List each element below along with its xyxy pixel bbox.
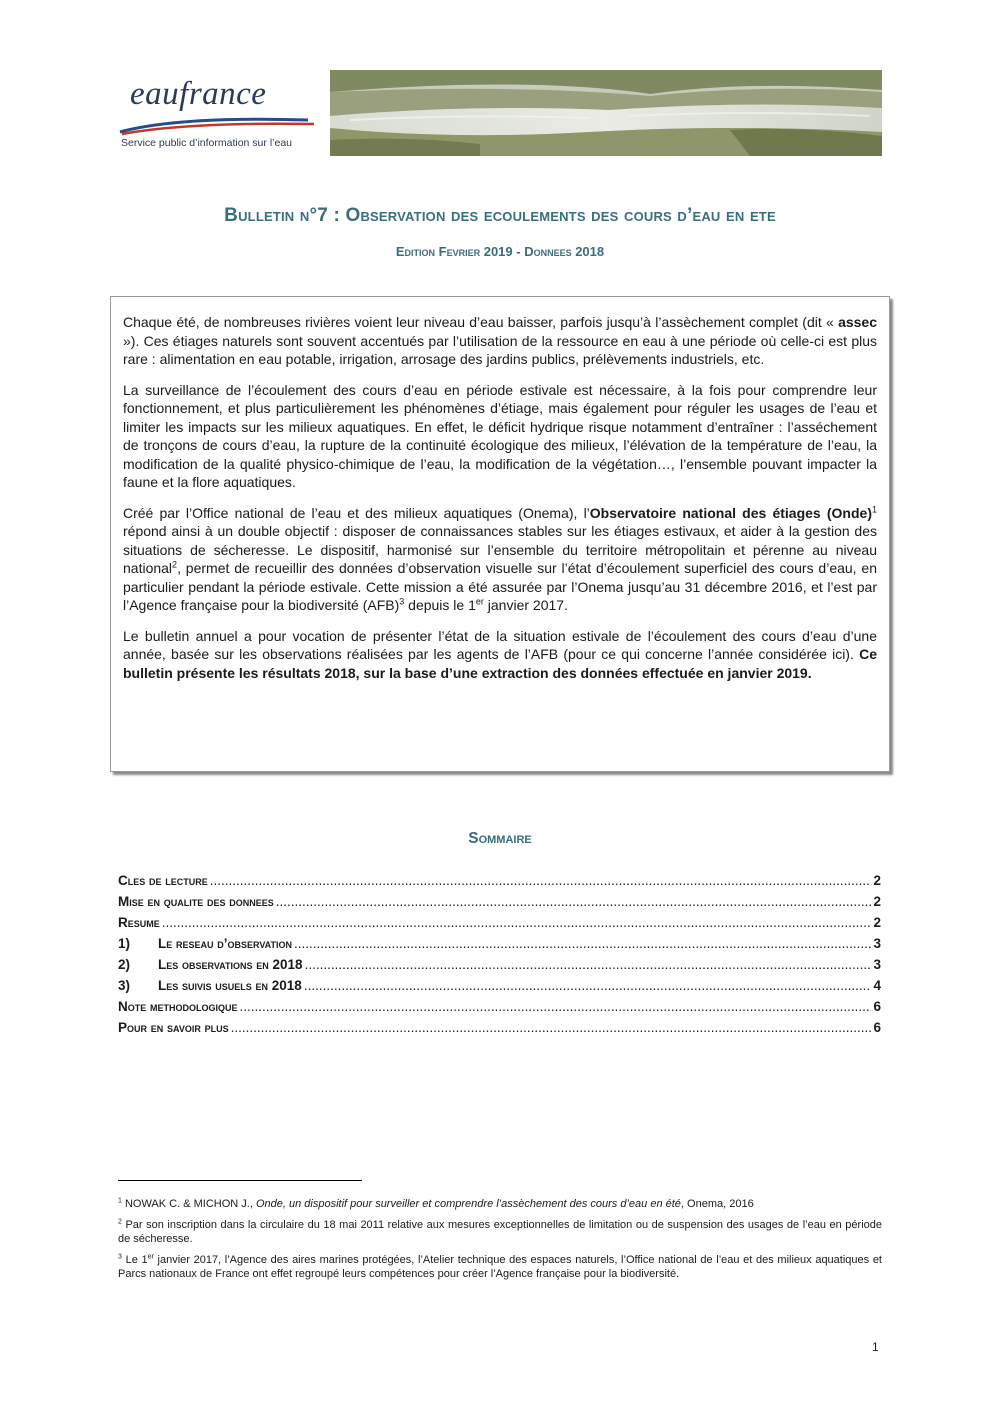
footnote-1-marker: 1 [118, 1197, 122, 1205]
toc-item-suivis[interactable] [118, 978, 881, 999]
footnote-3-text-a: Le 1 [121, 1253, 148, 1266]
toc-label: Les observations en 2018 [158, 957, 303, 972]
toc-label: Note methodologique [118, 999, 238, 1014]
toc-page: 3 [873, 936, 881, 951]
intro-p3-text-d: depuis le 1 [404, 597, 476, 613]
logo-tagline: Service public d’information sur l’eau [121, 137, 292, 149]
footnote-1-text-b: , Onema, 2016 [680, 1198, 754, 1210]
toc-leader [305, 957, 872, 972]
ordinal-sup: er [475, 596, 484, 607]
intro-p3-text-a: Créé par l’Office national de l’eau et des milieux aquatiques (Onema), l’ [123, 504, 590, 521]
toc-item-cles-de-lecture[interactable] [118, 873, 881, 894]
intro-paragraph-1 [123, 313, 877, 369]
footnote-3-ordinal: er [147, 1252, 154, 1260]
toc-leader [162, 915, 872, 930]
toc-leader [240, 999, 872, 1014]
toc-leader [231, 1020, 872, 1035]
toc-page: 2 [873, 894, 881, 909]
intro-p3-text-e: janvier 2017. [483, 597, 568, 613]
intro-p3-bold: Observatoire national des étiages (Onde) [589, 504, 872, 521]
toc-leader [304, 978, 872, 993]
toc-number: 3) [118, 978, 131, 993]
footnote-2-text: Par son inscription dans la circulaire du 18 mai 2011 relative aux mesures exceptionnelles de limitation ou de suspension des usages de l’eau en période de sécheresse. [118, 1218, 882, 1245]
intro-p3-text-c: , permet de recueillir des données d’observation visuelle sur l’état d’écoulement superficiel des cours d’eau, en particulier pendant la période estivale. Cette mission a été assurée par l’Onema jusqu’au 31 décembre 2016, et l’est par l’Agence française pour la biodiversité (AFB) [123, 560, 877, 613]
intro-p1-text-a: Chaque été, de nombreuses rivières voient leur niveau d’eau baisser, parfois jusqu’à l’assèchement complet (dit « [123, 314, 839, 330]
eaufrance-logo [118, 70, 318, 160]
footnote-3 [118, 1253, 882, 1282]
footnote-ref-3: 3 [399, 596, 405, 607]
logo-swoosh-icon [118, 114, 318, 136]
toc-label: Resume [118, 915, 160, 930]
intro-p3-text-b: répond ainsi à un double objectif : disposer de connaissances stables sur les étiages estivaux, et aider à la gestion des situations de sécheresse. Le dispositif, harmonisé sur l’ensemble du territoire métropolitain et pérenne au niveau national [123, 523, 877, 576]
toc-leader [210, 873, 872, 888]
footnote-ref-2: 2 [172, 559, 178, 570]
toc-page: 4 [873, 978, 881, 993]
footnote-separator [118, 1180, 362, 1181]
edition-subtitle: Edition Fevrier 2019 - Donnees 2018 [395, 244, 605, 259]
toc-label: Pour en savoir plus [118, 1020, 229, 1035]
toc-leader [276, 894, 872, 909]
toc-number: 1) [118, 936, 131, 951]
toc-page: 2 [873, 915, 881, 930]
toc-item-note-methodologique[interactable] [118, 999, 881, 1020]
intro-p4-text-a: Le bulletin annuel a pour vocation de présenter l’état de la situation estivale de l’écoulement des cours d’eau d’une année, basée sur les observations réalisées par les agents de l’AFB (pour ce qui concerne l’année considérée ici). [123, 627, 877, 662]
toc-number: 2) [118, 957, 131, 972]
toc-leader [294, 936, 871, 951]
toc-item-observations[interactable] [118, 957, 881, 978]
intro-paragraph-2: La surveillance de l’écoulement des cours d’eau en période estivale est nécessaire, à la fois pour comprendre leur fonctionnement, et plus particulièrement les phénomènes d’étiage, mais également pour réguler les usages de l’eau et limiter les impacts sur les milieux aquatiques. En effet, le déficit hydrique risque notamment d’entraîner : l’asséchement de tronçons de cours d’eau, la rupture de la continuité écologique des milieux, l’élévation de la température de l’eau, la modification de la qualité physico-chimique de l’eau, la modification de la végétation…, l’ensemble pouvant impacter la faune et la flore aquatiques. [123, 381, 877, 490]
intro-p4-bold: Ce bulletin présente les résultats 2018, sur la base d’une extraction des données effectuée en janvier 2019. [123, 646, 877, 681]
footnote-1 [118, 1197, 882, 1212]
toc-label: Mise en qualite des donnees [118, 894, 274, 909]
intro-paragraph-4 [123, 627, 877, 683]
toc-label: Cles de lecture [118, 873, 208, 888]
intro-p1-bold: assec [838, 314, 877, 330]
toc-page: 2 [873, 873, 881, 888]
sommaire-title: Sommaire [468, 830, 532, 847]
footnote-1-italic: Onde, un dispositif pour surveiller et comprendre l’assèchement des cours d’eau en été [255, 1198, 681, 1210]
logo-wordmark: eaufrance [130, 76, 267, 112]
page-number: 1 [872, 1340, 879, 1354]
intro-p1-text-b: »). Ces étiages naturels sont souvent accentués par l’utilisation de la ressource en eau à une période où celle-ci est plus rare : alimentation en eau potable, irrigation, arrosage des jardins publics, prélèvements industriels, etc. [123, 332, 877, 367]
toc-item-resume[interactable] [118, 915, 881, 936]
footnote-ref-1: 1 [871, 503, 877, 514]
footnotes [118, 1197, 882, 1288]
footnote-3-marker: 3 [118, 1252, 122, 1260]
toc-item-pour-en-savoir-plus[interactable] [118, 1020, 881, 1041]
toc-page: 6 [873, 999, 881, 1014]
river-photo [330, 70, 882, 156]
toc-page: 3 [873, 957, 881, 972]
toc-item-reseau[interactable] [118, 936, 881, 957]
footnote-1-text-a: NOWAK C. & MICHON J., [121, 1198, 256, 1210]
river-photo-image [330, 70, 882, 156]
toc-item-mise-en-qualite[interactable] [118, 894, 881, 915]
footnote-2 [118, 1218, 882, 1247]
toc-label: Le reseau d’observation [158, 936, 293, 951]
toc-page: 6 [873, 1020, 881, 1035]
intro-paragraph-3 [123, 504, 877, 615]
toc-label: Les suivis usuels en 2018 [158, 978, 302, 993]
bulletin-title: Bulletin n°7 : Observation des ecoulements des cours d’eau en ete [224, 205, 776, 226]
table-of-contents [118, 873, 881, 1041]
footnote-3-text-b: janvier 2017, l’Agence des aires marines protégées, l’Atelier technique des espaces naturels, l’Office national de l’eau et des milieux aquatiques et Parcs nationaux de France ont effet regroupé leurs compétences pour créer l’Agence française pour la biodiversité. [118, 1253, 882, 1280]
intro-box [110, 296, 890, 772]
footnote-2-marker: 2 [118, 1217, 122, 1225]
